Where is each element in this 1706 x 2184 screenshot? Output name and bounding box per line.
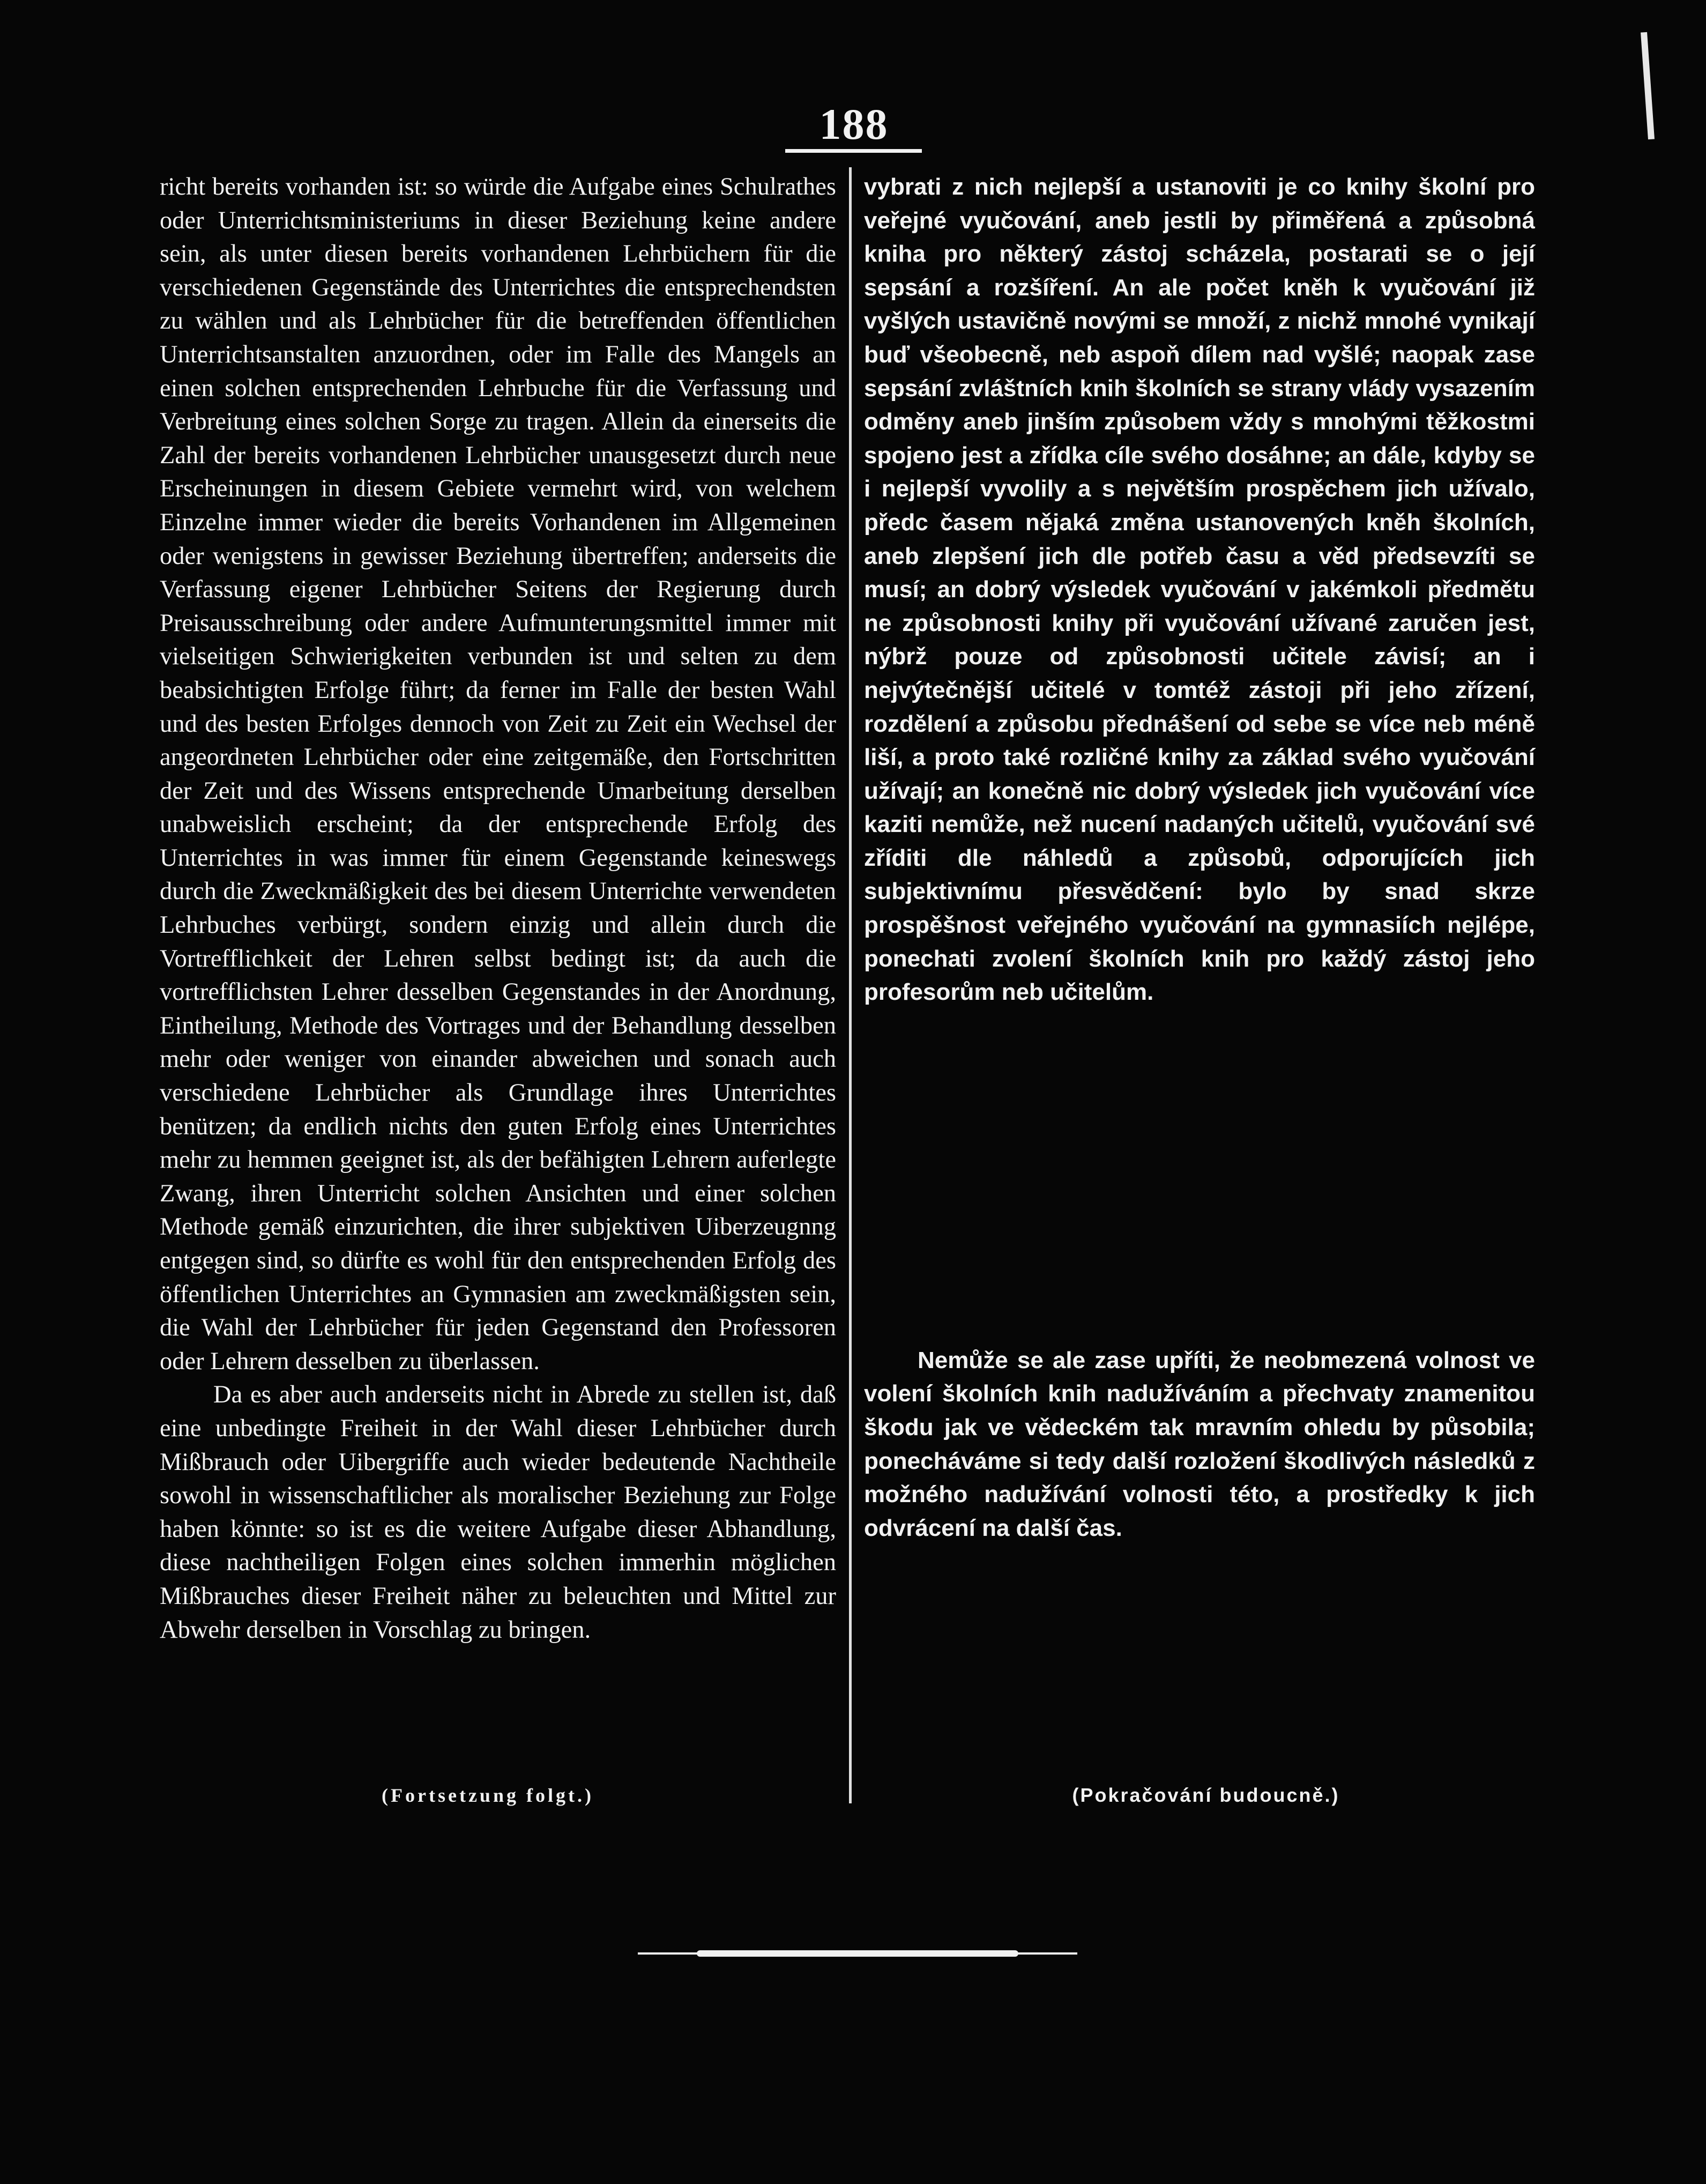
page-number-rule <box>785 149 922 153</box>
column-divider <box>849 167 852 1803</box>
page-edge-mark <box>1641 32 1655 139</box>
german-paragraph-2: Da es aber auch anderseits nicht in Abrede zu stellen ist, daß eine unbedingte Freiheit in der Wahl dieser Lehrbücher durch Mißbrauch oder Uibergriffe auch wieder bedeutende Nachtheile sowohl in wissenschaftlicher als moralischer Beziehung zur Folge haben könnte: so ist es die weitere Aufgabe dieser Abhandlung, diese nachtheiligen Folgen eines solchen immerhin möglichen Mißbrauches dieser Freiheit näher zu beleuchten und Mittel zur Abwehr derselben in Vorschlag zu bringen. <box>160 1381 836 1644</box>
german-paragraph-1: richt bereits vorhanden ist: so würde die Aufgabe eines Schulrathes oder Unterrichtsministeriums in dieser Beziehung keine andere sein, als unter diesen bereits vorhandenen Lehrbüchern für die verschiedenen Gegenstände des Unterrichtes die entsprechendsten zu wählen und als Lehrbücher für die betreffenden öffentlichen Unterrichtsanstalten anzuordnen, oder im Falle des Mangels an einen solchen entsprechenden Lehrbuche für die Verfassung und Verbreitung eines solchen Sorge zu tragen. Allein da einerseits die Zahl der bereits vorhandenen Lehrbücher unausgesetzt durch neue Erscheinungen in diesem Gebiete vermehrt wird, von welchem Einzelne immer wieder die bereits Vorhandenen im Allgemeinen oder wenigstens in gewisser Beziehung übertreffen; anderseits die Verfassung eigener Lehrbücher Seitens der Regierung durch Preisausschreibung oder andere Aufmunterungsmittel immer mit vielseitigen Schwierigkeiten verbunden ist und selten zu dem beabsichtigten Erfolge führt; da ferner im Falle der besten Wahl und des besten Erfolges dennoch von Zeit zu Zeit ein Wechsel der angeordneten Lehrbücher oder eine zeitgemäße, den Fortschritten der Zeit und des Wissens entsprechende Umarbeitung derselben unabweislich erscheint; da der entsprechende Erfolg des Unterrichtes in was immer für einem Gegenstande keineswegs durch die Zweckmäßigkeit des bei diesem Unterrichte verwendeten Lehrbuches verbürgt, sondern einzig und allein durch die Vortrefflichkeit der Lehren selbst bedingt ist; da auch die vortrefflichsten Lehrer desselben Gegenstandes in der Anordnung, Eintheilung, Methode des Vortrages und der Behandlung desselben mehr oder weniger von einander abweichen und sonach auch verschiedene Lehrbücher als Grundlage ihres Unterrichtes benützen; da endlich nichts den guten Erfolg eines Unterrichtes mehr zu hemmen geeignet ist, als der befähigten Lehrern auferlegte Zwang, ihren Unterricht solchen Ansichten und einer solchen Methode gemäß einzurichten, die ihrer subjektiven Uiberzeugnng entgegen sind, so dürfte es wohl für den entsprechenden Erfolg des öffentlichen Unterrichtes an Gymnasien am zweckmäßigsten sein, die Wahl der Lehrbücher für jeden Gegenstand den Professoren oder Lehrern desselben zu überlassen. <box>160 173 836 1375</box>
german-continuation-note: (Fortsetzung folgt.) <box>382 1785 594 1806</box>
czech-continuation-note: (Pokračování budoucně.) <box>1072 1784 1340 1806</box>
page-number: 188 <box>819 100 889 148</box>
german-text-column <box>160 170 836 1647</box>
czech-paragraph-1: vybrati z nich nejlepší a ustanoviti je co knihy školní pro veřejné vyučování, aneb jestli by přiměřená a způsobná kniha pro některý zástoj scházela, postarati se o její sepsání a rozšíření. An ale počet kněh k vyučování již vyšlých ustavičně novými se množí, z nichž mnohé vynikají buď všeobecně, neb aspoň dílem nad vyšlé; naopak zase sepsání zvláštních knih školních se strany vlády vysazením odměny aneb jinším způsobem vždy s mnohými těžkostmi spojeno jest a zřídka cíle svého dosáhne; an dále, kdyby se i nejlepší vyvolily a s největším prospěchem jich užívalo, předc časem nějaká změna ustanovených kněh školních, aneb zlepšení jich dle potřeb času a věd předsevzíti se musí; an dobrý výsledek vyučování v jakémkoli předmětu ne způsobnosti knihy při vyučování užívané zaručen jest, nýbrž pouze od způsobnosti učitele závisí; an i nejvýtečnější učitelé v tomtéž zástoji při jeho zřízení, rozdělení a způsobu přednášení od sebe se více neb méně liší, a proto také rozličné knihy za základ svého vyučování užívají; an konečně nic dobrý výsledek jich vyučování více kaziti nemůže, než nucení nadaných učitelů, vyučování své zříditi dle náhledů a způsobů, odporujících jich subjektivnímu přesvědčení: bylo by snad skrze prospěšnost veřejného vyučování na gymnasiích nejlépe, ponechati zvolení školních knih pro každý zástoj jeho profesorům neb učitelům. <box>864 174 1535 1006</box>
czech-paragraph-2: Nemůže se ale zase upříti, že neobmezená volnost ve volení školních knih nadužíváním a přechvaty znamenitou škodu jak ve vědeckém tak mravním ohledu by působila; ponecháváme si tedy další rozložení škodlivých následků z možného nadužívání volnosti této, a prostředky k jich odvrácení na další čas. <box>864 1347 1535 1541</box>
end-ornament-rule <box>697 1950 1018 1957</box>
czech-text-column <box>864 170 1535 1545</box>
